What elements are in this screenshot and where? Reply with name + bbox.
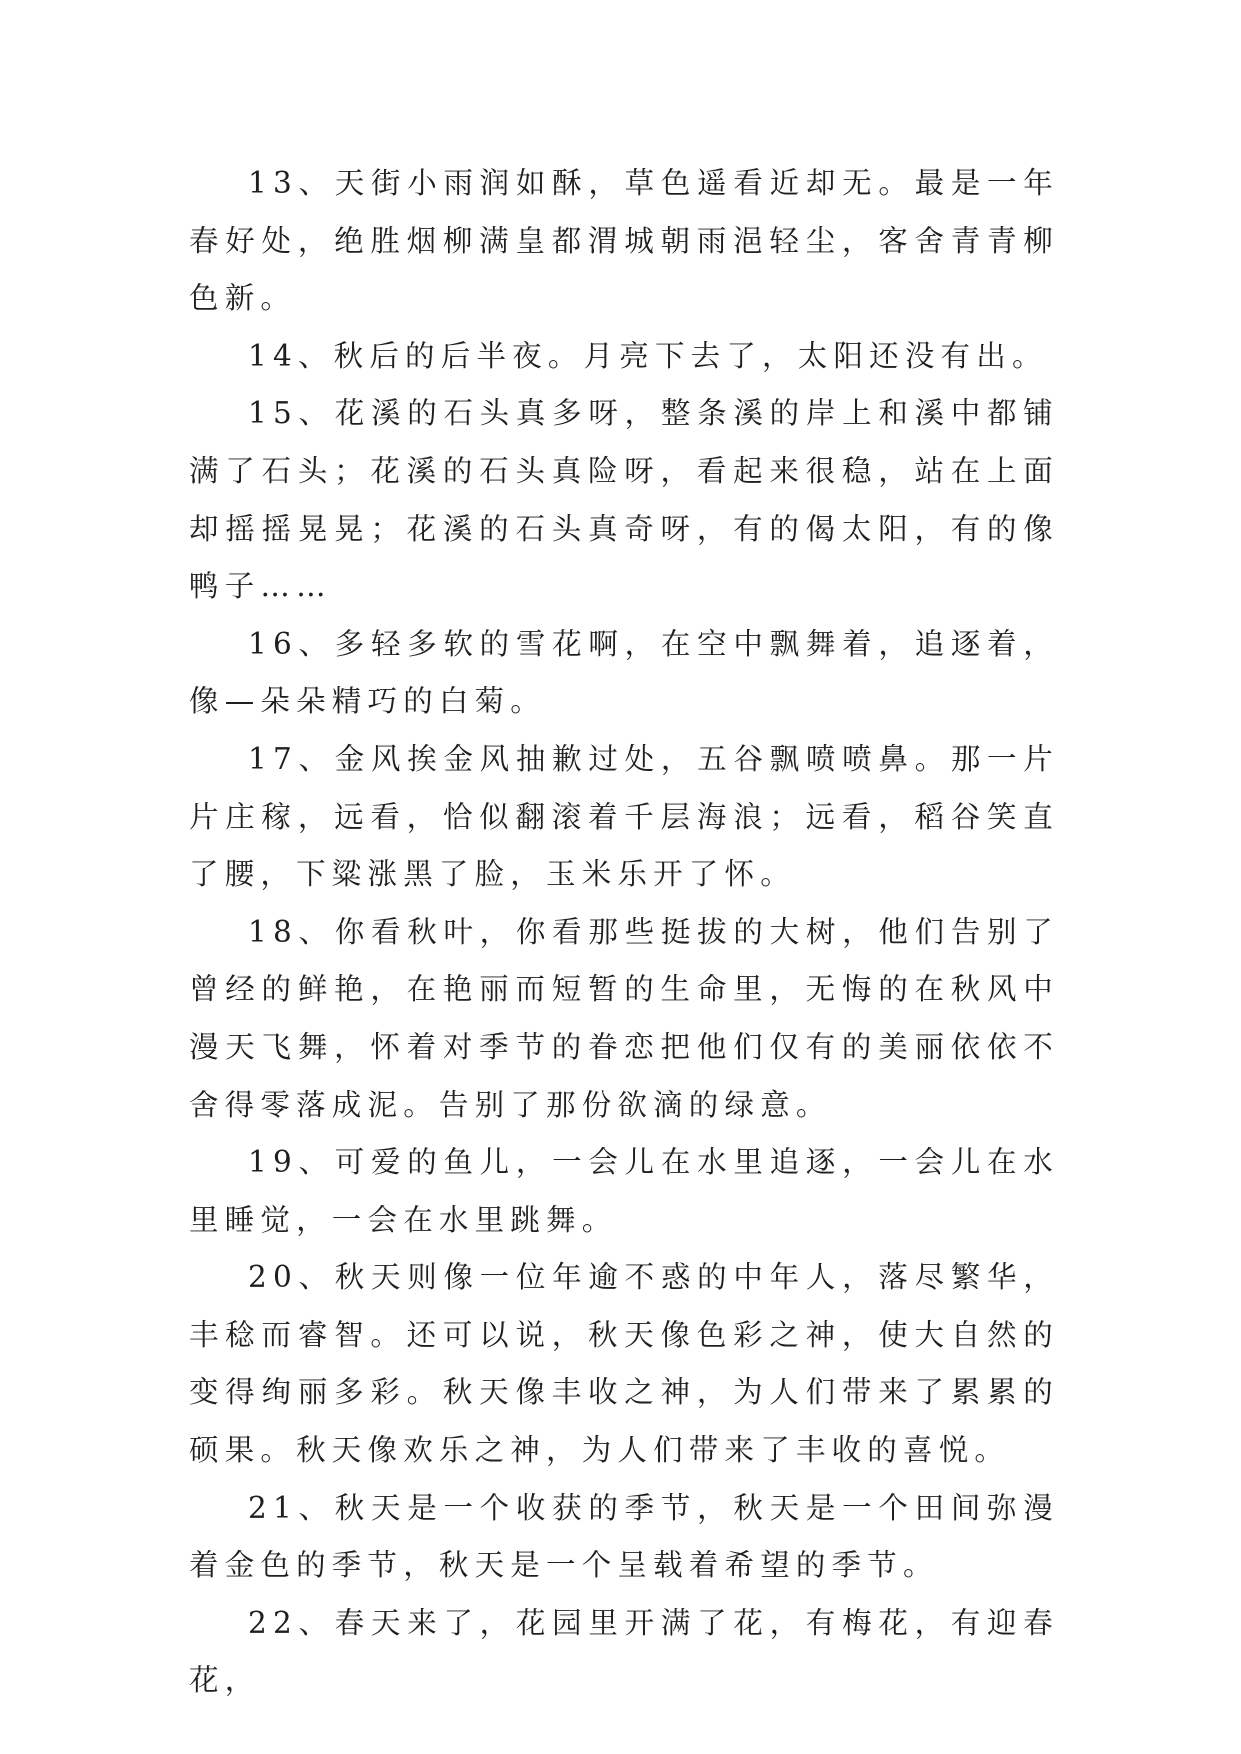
- paragraph-20: 20、秋天则像一位年逾不惑的中年人，落尽繁华，丰稔而睿智。还可以说，秋天像色彩之神，使大自然的变得绚丽多彩。秋天像丰收之神，为人们带来了累累的硕果。秋天像欢乐之神，为人们带来了丰收的喜悦。: [189, 1260, 1059, 1468]
- paragraph-15: 15、花溪的石头真多呀，整条溪的岸上和溪中都铺满了石头；花溪的石头真险呀，看起来很稳，站在上面却摇摇晃晃；花溪的石头真奇呀，有的偈太阳，有的像鸭子……: [189, 396, 1059, 604]
- paragraph-14: 14、秋后的后半夜。月亮下去了，太阳还没有出。: [248, 338, 1048, 373]
- paragraph-18: 18、你看秋叶，你看那些挺拔的大树，他们告别了曾经的鲜艳，在艳丽而短暂的生命里，无悔的在秋风中漫天飞舞，怀着对季节的眷恋把他们仅有的美丽依依不舍得零落成泥。告别了那份欲滴的绿意。: [189, 914, 1059, 1122]
- paragraph-22: 22、春天来了，花园里开满了花，有梅花，有迎春花，: [189, 1605, 1059, 1698]
- paragraph-17: 17、金风挨金风抽歉过处，五谷飘喷喷鼻。那一片片庄稼，远看，恰似翻滚着千层海浪；远看，稻谷笑直了腰，下粱涨黑了脸，玉米乐开了怀。: [189, 741, 1059, 892]
- document-body: [189, 155, 1059, 1710]
- paragraph-19: 19、可爱的鱼儿，一会儿在水里追逐，一会儿在水里睡觉，一会在水里跳舞。: [189, 1145, 1059, 1237]
- paragraph-16: 16、多轻多软的雪花啊，在空中飘舞着，追逐着，像—朵朵精巧的白菊。: [189, 626, 1059, 719]
- paragraph-21: 21、秋天是一个收获的季节，秋天是一个田间弥漫着金色的季节，秋天是一个呈载着希望的季节。: [189, 1490, 1059, 1583]
- paragraph-13: 13、天街小雨润如酥，草色遥看近却无。最是一年春好处，绝胜烟柳满皇都渭城朝雨浥轻尘，客舍青青柳色新。: [189, 166, 1059, 316]
